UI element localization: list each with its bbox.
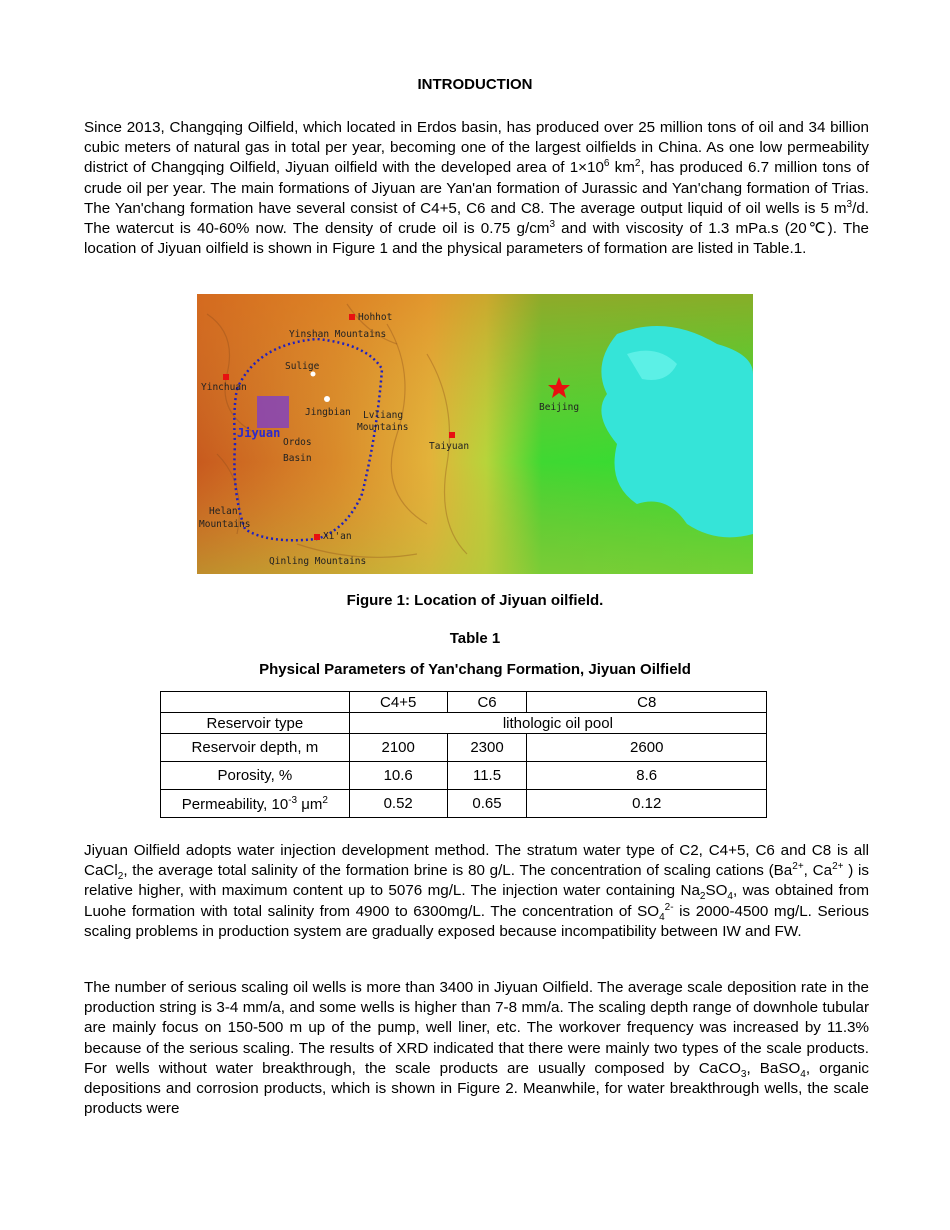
- map-label-jiyuan: Jiyuan: [237, 426, 281, 440]
- table-header-cell: C6: [447, 692, 527, 713]
- water-injection-paragraph: Jiyuan Oilfield adopts water injection development method. The stratum water type of C2, C4+5, C6 and C8 is all CaCl$_2$, the average total salinity of the formation brine is 80 g/L. The concentration of scaling cations ($Ba^{2+}$, $Ca^{2+}$ ) is relative higher, with maximum content up to 5076 mg/L. The injection water containing $Na_2SO_4$, was obtained from Luohe formation with total salinity from 4900 to 6300mg/L. The concentration of $SO_4^{2-}$ is 2000-4500 mg/L. Serious scaling problems in production system are gradually exposed because incompatibility between IW and FW.: [84, 842, 869, 940]
- table-cell: 8.6: [527, 762, 767, 790]
- section-heading: INTRODUCTION: [417, 76, 533, 93]
- parameters-table: [160, 691, 767, 818]
- table-header-row: [161, 692, 767, 713]
- scaling-paragraph: The number of serious scaling oil wells is more than 3400 in Jiyuan Oilfield. The average scale deposition rate in the production string is 3-4 mm/a, and some wells is higher than 7-8 mm/a. The scaling depth range of downhole tubular are mainly focus on 150-500 m up of the pump, well liner, etc. The workover frequency was increased by 11.3% because of the serious scaling. The results of XRD indicated that there were mainly two types of the scale products. For wells without water breakthrough, the scale products are usually composed by CaCO$_3$, BaSO$_4$, organic depositions and corrosion products, which is shown in Figure 2. Meanwhile, for water breakthrough wells, the scale products were: [84, 979, 869, 1118]
- map-label-ordos: Ordos: [283, 437, 312, 448]
- table-cell: 2600: [527, 734, 767, 762]
- map-label-xian: Xi'an: [323, 531, 352, 542]
- map-label-yinshan: Yinshan Mountains: [289, 329, 387, 340]
- table-row: [161, 762, 767, 790]
- table-cell: 0.65: [447, 790, 527, 818]
- table-header-cell: [161, 692, 350, 713]
- location-map: [197, 294, 753, 574]
- row-label: Reservoir type: [161, 713, 350, 734]
- row-label: Permeability, $10^{-3}$ $\mu m^2$: [161, 790, 350, 818]
- table-number: Table 1: [449, 630, 501, 647]
- table-cell: 0.52: [349, 790, 447, 818]
- table-row: [161, 713, 767, 734]
- intro-paragraph: Since 2013, Changqing Oilfield, which located in Erdos basin, has produced over 25 million tons of oil and 34 billion cubic meters of natural gas in total per year, becoming one of the largest oilfields in China. As one low permeability district of Changqing Oilfield, Jiyuan oilfield with the developed area of $1\times 10^6$ $km^2$, has produced 6.7 million tons of crude oil per year. The main formations of Jiyuan are Yan'an formation of Jurassic and Yan'chang formation of Trias. The Yan'chang formation have several consist of C4+5, C6 and C8. The average output liquid of oil wells is 5 $m^3/d$. The watercut is 40-60% now. The density of crude oil is 0.75 $g/cm^3$ and with viscosity of 1.3 mPa.s (20℃). The location of Jiyuan oilfield is shown in Figure 1 and the physical parameters of formation are listed in Table.1.: [84, 119, 870, 258]
- map-label-qinling: Qinling Mountains: [269, 556, 367, 567]
- table-cell: 11.5: [447, 762, 527, 790]
- table-title: Physical Parameters of Yan'chang Formation, Jiyuan Oilfield: [259, 661, 691, 678]
- table-row: [161, 734, 767, 762]
- map-label-yinchuan: Yinchuan: [201, 382, 247, 393]
- map-label-hohhot: Hohhot: [358, 312, 393, 323]
- map-label-helan-mountains: Mountains: [199, 519, 251, 530]
- table-cell: 2300: [447, 734, 527, 762]
- map-label-basin: Basin: [283, 453, 312, 464]
- map-label-jingbian: Jingbian: [305, 407, 351, 418]
- figure-caption: Figure 1: Location of Jiyuan oilfield.: [346, 592, 604, 609]
- map-label-helan: Helan: [209, 506, 238, 517]
- table-cell: 0.12: [527, 790, 767, 818]
- table-cell: lithologic oil pool: [349, 713, 766, 734]
- row-label: Porosity, %: [161, 762, 350, 790]
- table-header-cell: C8: [527, 692, 767, 713]
- map-label-lvliang-mountains: Mountains: [357, 422, 409, 433]
- map-label-taiyuan: Taiyuan: [429, 441, 470, 452]
- map-label-beijing: Beijing: [539, 402, 580, 413]
- row-label: Reservoir depth, m: [161, 734, 350, 762]
- table-header-cell: C4+5: [349, 692, 447, 713]
- table-cell: 10.6: [349, 762, 447, 790]
- table-cell: 2100: [349, 734, 447, 762]
- table-row: [161, 790, 767, 818]
- map-label-lvliang: Lvliang: [363, 410, 404, 421]
- map-label-sulige: Sulige: [285, 361, 320, 372]
